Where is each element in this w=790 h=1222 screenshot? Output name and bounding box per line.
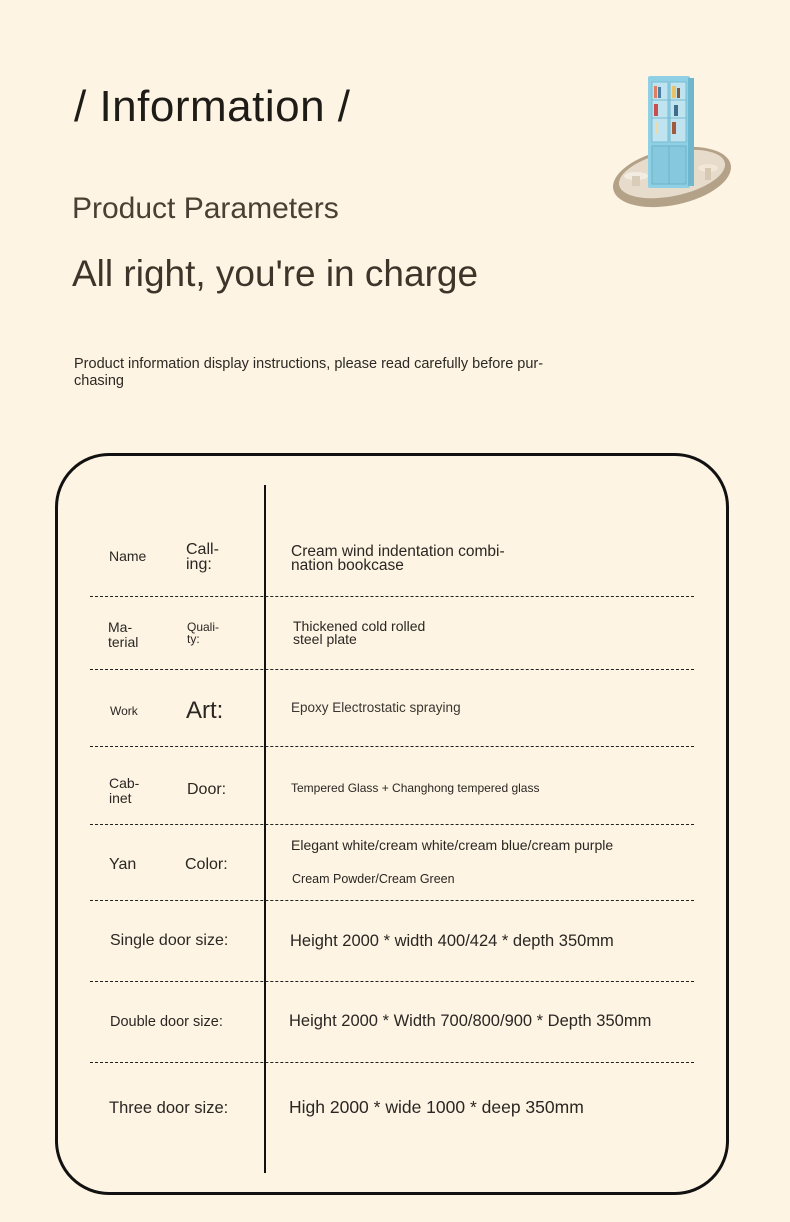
row-value-double-size (289, 1012, 651, 1031)
label-text: Cab- (109, 775, 140, 791)
value-text: Height 2000 * Width 700/800/900 * Depth 350mm (289, 1012, 652, 1030)
row-label-door-b (187, 781, 226, 799)
row-label-single-size (110, 932, 228, 950)
label-text: ty: (187, 632, 200, 646)
label-text: ing: (186, 556, 212, 573)
label-text: inet (109, 790, 132, 806)
label-text: Color: (185, 856, 228, 873)
side-table-leg (705, 168, 711, 180)
books (654, 86, 657, 98)
books (654, 104, 658, 116)
row-label-craft-b (186, 699, 223, 723)
value-text: High 2000 * wide 1000 * deep 350mm (289, 1097, 584, 1117)
cabinet-side (688, 78, 694, 186)
value-text: Thickened cold rolled (293, 618, 426, 634)
books (672, 86, 676, 98)
books (677, 88, 680, 98)
row-label-material-b (187, 621, 219, 645)
row-value-color-2 (292, 872, 455, 886)
row-divider (90, 669, 694, 670)
stool-leg (632, 176, 640, 186)
label-text: Art: (186, 697, 224, 724)
row-label-color-b (185, 856, 228, 874)
row-label-three-size (109, 1099, 228, 1118)
books (672, 122, 676, 134)
label-text: Ma- (108, 619, 133, 635)
row-divider (90, 746, 694, 747)
row-value-name (291, 545, 505, 573)
label-text: Work (110, 704, 138, 718)
row-label-name-b (186, 542, 219, 572)
value-text: Epoxy Electrostatic spraying (291, 700, 461, 715)
row-value-material (293, 620, 425, 646)
row-value-door (291, 781, 539, 795)
row-value-three-size (289, 1097, 584, 1118)
value-text: Elegant white/cream white/cream blue/cream purple (291, 837, 614, 853)
row-value-craft (291, 700, 461, 715)
notice-text (74, 356, 574, 390)
row-value-color-1 (291, 837, 613, 853)
label-text: Quali- (187, 620, 220, 634)
value-text: Tempered Glass + Changhong tempered glass (291, 781, 540, 795)
column-divider (264, 485, 266, 1173)
books (655, 122, 658, 134)
label-text: Yan (109, 856, 137, 873)
row-value-single-size (290, 932, 614, 951)
section-subtitle: Product Parameters (72, 192, 339, 225)
row-label-double-size (110, 1014, 223, 1030)
label-text: Door: (187, 781, 227, 798)
books (674, 105, 678, 116)
notice-line: chasing (74, 373, 124, 389)
label-text: Call- (186, 541, 219, 558)
label-text: Name (109, 548, 147, 564)
row-label-craft-a (110, 704, 138, 718)
value-text: steel plate (293, 631, 357, 647)
label-text: terial (108, 634, 139, 650)
row-divider (90, 824, 694, 825)
row-divider (90, 900, 694, 901)
books (658, 87, 661, 98)
label-text: Single door size: (110, 932, 229, 949)
row-label-door-a (109, 776, 139, 806)
bookcase-illustration (608, 70, 738, 215)
value-text: Cream wind indentation combi- (291, 543, 505, 560)
value-text: Cream Powder/Cream Green (292, 872, 455, 886)
row-label-color-a (109, 856, 136, 874)
value-text: nation bookcase (291, 557, 404, 574)
row-divider (90, 981, 694, 982)
notice-line: Product information display instructions, please read carefully before pur- (74, 356, 544, 372)
label-text: Three door size: (109, 1099, 229, 1117)
row-label-name-a (109, 549, 146, 564)
tagline: All right, you're in charge (72, 253, 479, 294)
page-heading: / Information / (74, 82, 351, 131)
value-text: Height 2000 * width 400/424 * depth 350mm (290, 932, 614, 950)
row-divider (90, 596, 694, 597)
row-label-material-a (108, 620, 138, 650)
row-divider (90, 1062, 694, 1063)
label-text: Double door size: (110, 1014, 223, 1030)
